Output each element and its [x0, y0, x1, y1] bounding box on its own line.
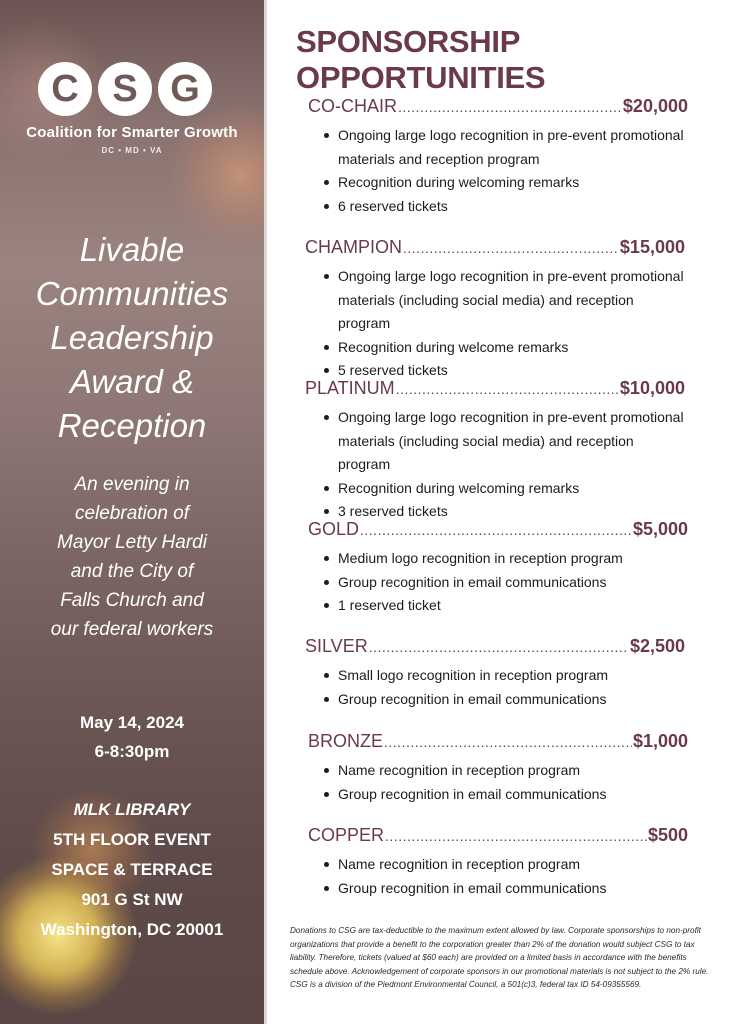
benefit-list [308, 759, 688, 806]
event-title-line: Communities [35, 275, 229, 312]
event-time: 6-8:30pm [94, 742, 170, 761]
tax-disclaimer: Donations to CSG are tax-deductible to the maximum extent allowed by law. Corporate sponsorships to non-profit organizations that provide a benefit to the corporation greater than 2% of the donation would subject CSG to tax liability. Therefore, tickets (valued at $60 each) are provided on a limited basis in accordance with the benefits schedule above. Acknowledgement of corporate sponsors in our promotional materials is not subject to the 2% rule. CSG is a division of the Piedmont Environmental Council, a 501(c)3, federal tax ID 54-09355569. [290, 926, 709, 989]
venue-line: Washington, DC 20001 [40, 920, 224, 939]
tier-price: $2,500 [629, 636, 685, 656]
tagline-line: celebration of [74, 503, 190, 524]
tier-price: $20,000 [622, 96, 688, 116]
event-title-line: Award & [69, 363, 195, 400]
tier-silver [305, 635, 685, 711]
dot-leader [360, 519, 632, 541]
tier-bronze [308, 730, 688, 806]
tier-header [308, 730, 688, 753]
tier-price: $10,000 [619, 378, 685, 398]
tier-name: CHAMPION [305, 237, 403, 257]
venue-line: SPACE & TERRACE [51, 860, 213, 879]
tagline-line: and the City of [70, 561, 194, 582]
tier-header [308, 824, 688, 847]
tier-price: $5,000 [632, 519, 688, 539]
tier-co-chair [308, 95, 688, 218]
benefit-item: Recognition during welcoming remarks [338, 477, 685, 501]
benefit-item-continued: materials and reception program [338, 150, 540, 167]
event-title-line: Leadership [50, 319, 214, 356]
tier-gold [308, 518, 688, 618]
event-title [0, 228, 264, 448]
benefit-list [308, 547, 688, 618]
left-panel [0, 0, 264, 1024]
tier-name: SILVER [305, 636, 368, 656]
venue-line: MLK LIBRARY [73, 800, 191, 819]
benefit-item: Medium logo recognition in reception program [338, 547, 688, 571]
event-title-line: Livable [79, 231, 185, 268]
tier-price: $1,000 [632, 731, 688, 751]
org-region: DC • MD • VA [101, 146, 163, 155]
tagline-line: Falls Church and [60, 590, 204, 611]
benefit-item: Name recognition in reception program [338, 853, 688, 877]
venue-line: 5TH FLOOR EVENT [53, 830, 211, 849]
logo-letter-g: G [158, 62, 212, 116]
org-name: Coalition for Smarter Growth [26, 124, 238, 141]
benefit-list [308, 124, 688, 218]
benefit-item: 6 reserved tickets [338, 195, 688, 219]
dot-leader [384, 731, 632, 753]
dot-leader [398, 96, 622, 118]
tagline-line: our federal workers [50, 619, 214, 640]
benefit-item: Recognition during welcoming remarks [338, 171, 688, 195]
benefit-list [308, 853, 688, 900]
benefit-item: Ongoing large logo recognition in pre-event promotional [338, 265, 685, 289]
benefit-item: 5 reserved tickets [338, 359, 685, 383]
tier-header [305, 635, 685, 658]
tier-price: $15,000 [619, 237, 685, 257]
benefit-item: Group recognition in email communications [338, 571, 688, 595]
tier-header [308, 95, 688, 118]
tier-name: COPPER [308, 825, 385, 845]
tagline-line: Mayor Letty Hardi [57, 532, 207, 553]
panel-divider [264, 0, 267, 1024]
logo-letter-s: S [98, 62, 152, 116]
tier-header [305, 236, 685, 259]
event-tagline [0, 470, 264, 644]
event-datetime [0, 708, 264, 766]
benefit-item: Name recognition in reception program [338, 759, 688, 783]
event-date: May 14, 2024 [80, 713, 184, 732]
page-title: SPONSORSHIP OPPORTUNITIES [296, 24, 546, 95]
benefit-item: Ongoing large logo recognition in pre-event promotional [338, 124, 688, 148]
benefit-list [305, 406, 685, 524]
tier-champion [305, 236, 685, 383]
tier-header [308, 518, 688, 541]
benefit-list [305, 265, 685, 383]
tier-platinum [305, 377, 685, 524]
dot-leader [369, 636, 629, 658]
benefit-item: Group recognition in email communications [338, 877, 688, 901]
csg-logo [38, 62, 230, 116]
benefit-item: 3 reserved tickets [338, 500, 685, 524]
benefit-item: Group recognition in email communications [338, 783, 688, 807]
benefit-item: Small logo recognition in reception program [338, 664, 685, 688]
event-title-line: Reception [57, 407, 207, 444]
tier-name: BRONZE [308, 731, 384, 751]
tier-price: $500 [647, 825, 688, 845]
tagline-line: An evening in [74, 474, 190, 495]
tier-copper [308, 824, 688, 900]
logo-letter-c: C [38, 62, 92, 116]
dot-leader [385, 825, 647, 847]
tier-header [305, 377, 685, 400]
dot-leader [403, 237, 619, 259]
dot-leader [396, 378, 619, 400]
tier-name: PLATINUM [305, 378, 395, 398]
event-venue [0, 795, 264, 945]
tier-name: GOLD [308, 519, 360, 539]
benefit-item: Recognition during welcome remarks [338, 336, 685, 360]
tier-name: CO-CHAIR [308, 96, 397, 116]
benefit-item: Ongoing large logo recognition in pre-event promotional [338, 406, 685, 430]
venue-line: 901 G St NW [81, 890, 183, 909]
benefit-item: 1 reserved ticket [338, 594, 688, 618]
benefit-item-continued: materials (including social media) and reception program [338, 291, 634, 331]
benefit-item-continued: materials (including social media) and reception program [338, 432, 634, 472]
benefit-item: Group recognition in email communications [338, 688, 685, 712]
benefit-list [305, 664, 685, 711]
